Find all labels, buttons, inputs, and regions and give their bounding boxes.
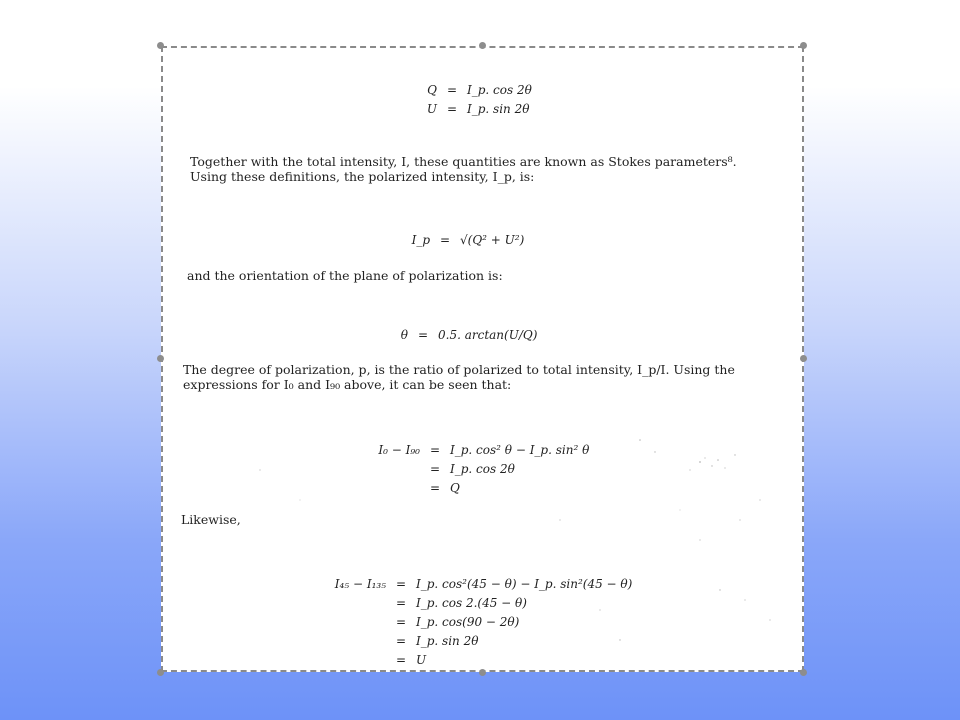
paragraph-stokes: Together with the total intensity, I, these quantities are known as Stokes parameters⁸. Using these definitions, the polarized intensity, I_p, is:: [190, 154, 737, 184]
paragraph-orientation: and the orientation of the plane of polarization is:: [187, 268, 503, 283]
equation-row: [314, 575, 632, 594]
equation-row: [314, 594, 632, 613]
equation-row: [314, 632, 632, 651]
equation-rhs: I_p. cos²(45 − θ) − I_p. sin²(45 − θ): [416, 577, 633, 591]
equation-i45-minus-i135: [314, 575, 632, 670]
equation-lhs: I_p: [411, 233, 430, 247]
paragraph-degree-of-polarization: The degree of polarization, p, is the ratio of polarized to total intensity, I_p/I. Using the expressions for I₀ and I₉₀ above, it can be seen that:: [183, 362, 735, 392]
equation-op: =: [395, 653, 407, 667]
equation-op: =: [446, 102, 458, 116]
equation-rhs: √(Q² + U²): [460, 233, 525, 247]
equation-row: [314, 651, 632, 670]
equation-rhs: I_p. sin 2θ: [467, 102, 530, 116]
equation-lhs: I₀ − I₉₀: [378, 443, 420, 457]
paragraph-likewise: Likewise,: [181, 512, 241, 527]
equation-rhs: I_p. sin 2θ: [416, 634, 479, 648]
equation-row: [417, 100, 532, 119]
equation-op: =: [395, 577, 407, 591]
equation-op: =: [446, 83, 458, 97]
equation-lhs: Q: [427, 83, 437, 97]
equation-op: =: [429, 462, 441, 476]
equation-rhs: I_p. cos 2θ: [450, 462, 515, 476]
equation-rhs: I_p. cos 2θ: [467, 83, 532, 97]
equation-op: =: [395, 615, 407, 629]
equation-rhs: U: [416, 653, 427, 667]
equation-lhs: U: [426, 102, 437, 116]
equation-theta: [386, 326, 537, 345]
equation-op: =: [439, 233, 451, 247]
equation-rhs: I_p. cos(90 − 2θ): [416, 615, 520, 629]
equation-row: [358, 460, 589, 479]
equation-polarized-intensity: [400, 231, 524, 250]
equation-op: =: [429, 443, 441, 457]
equation-row: [417, 81, 532, 100]
equation-lhs: θ: [400, 328, 408, 342]
equation-op: =: [429, 481, 441, 495]
equation-i0-minus-i90: [358, 441, 589, 498]
equation-lhs: I₄₅ − I₁₃₅: [334, 577, 386, 591]
equation-rhs: Q: [450, 481, 460, 495]
equation-row: [358, 479, 589, 498]
equation-rhs: I_p. cos² θ − I_p. sin² θ: [450, 443, 590, 457]
equation-row: [358, 441, 589, 460]
equation-rhs: 0.5. arctan(U/Q): [438, 328, 538, 342]
equation-op: =: [417, 328, 429, 342]
equation-rhs: I_p. cos 2.(45 − θ): [416, 596, 527, 610]
equation-op: =: [395, 634, 407, 648]
equation-stokes-definitions: [417, 81, 532, 119]
equation-op: =: [395, 596, 407, 610]
equation-row: [314, 613, 632, 632]
